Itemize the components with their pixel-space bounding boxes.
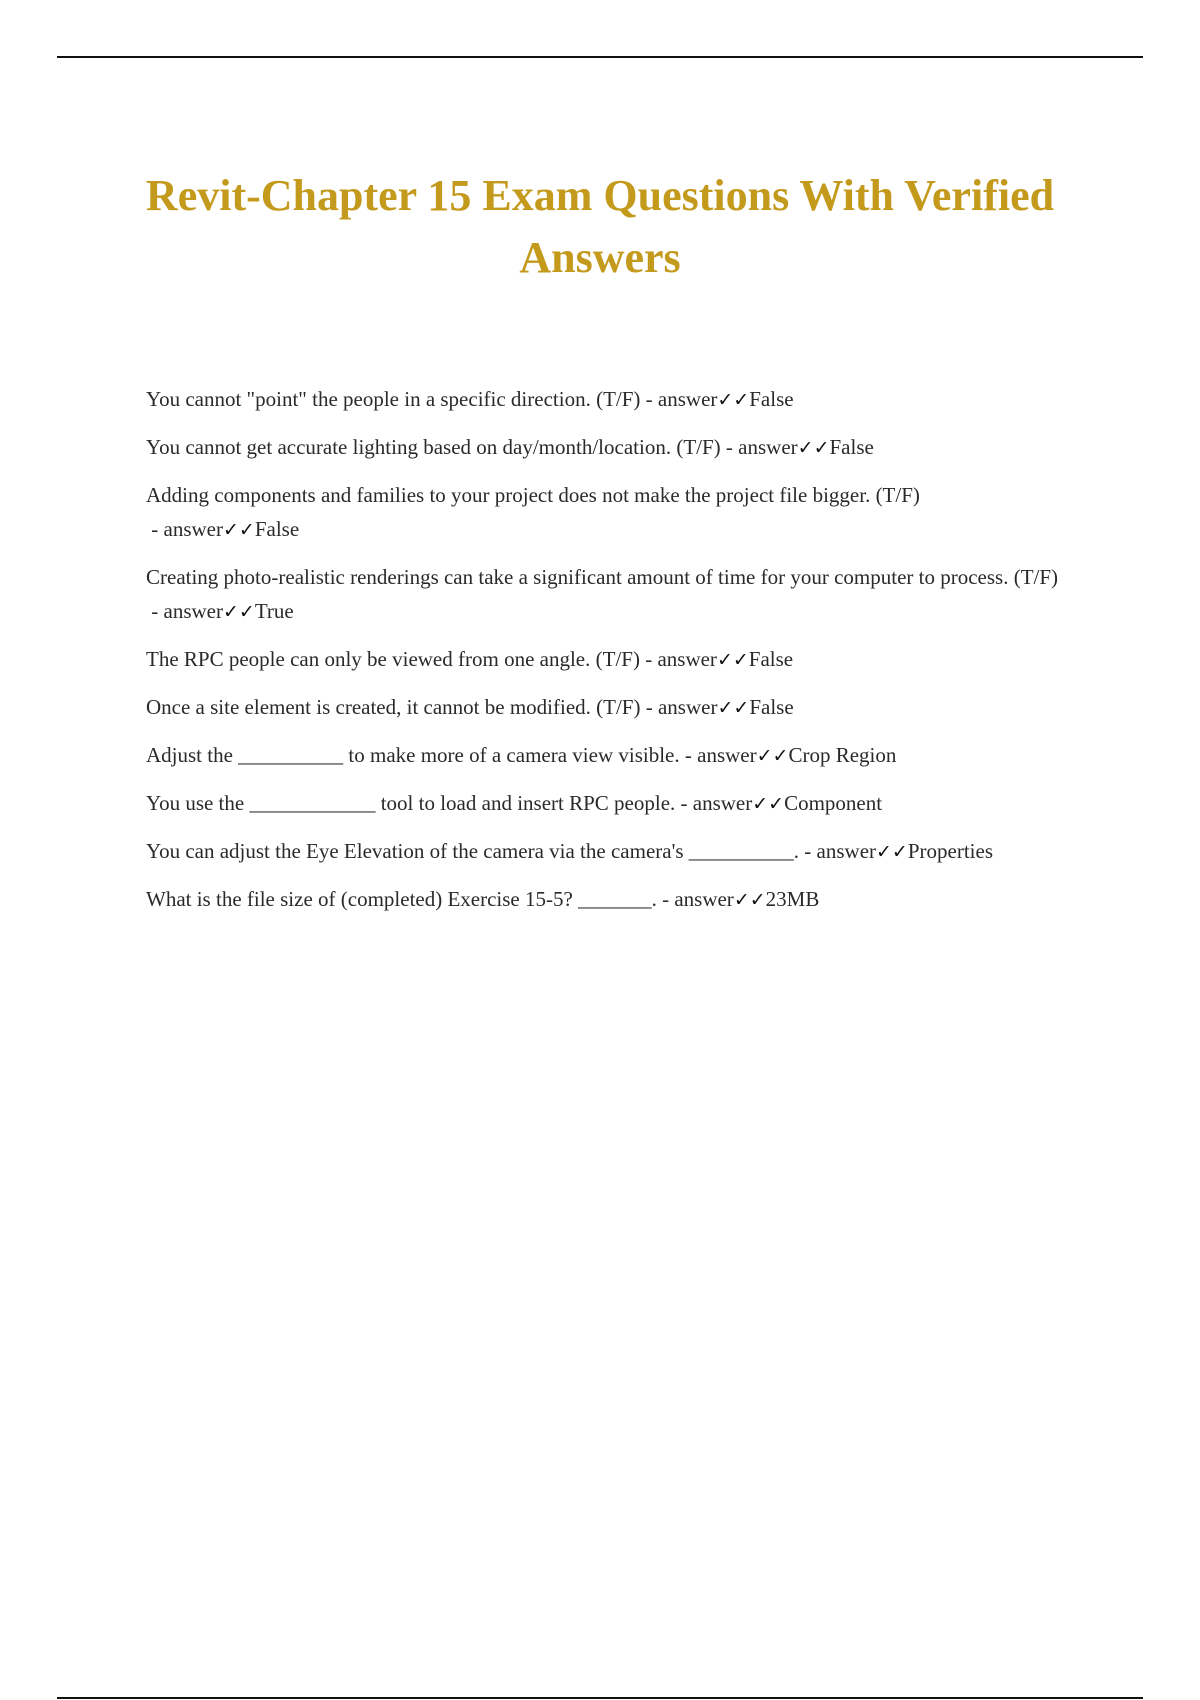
- question-text: You use the ____________ tool to load and insert RPC people.: [146, 791, 676, 815]
- check-icon: ✓✓: [717, 389, 750, 411]
- answer-prefix: answer: [674, 887, 734, 911]
- check-icon: ✓✓: [756, 745, 789, 767]
- question-text: Adding components and families to your project does not make the project file bigger. (T/F): [146, 483, 920, 507]
- separator: -: [656, 887, 675, 911]
- qa-list: [146, 382, 1066, 930]
- qa-item-6: [146, 690, 1066, 725]
- separator: -: [640, 695, 658, 719]
- question-text: You can adjust the Eye Elevation of the camera via the camera's __________.: [146, 839, 800, 863]
- qa-item-7: [146, 738, 1066, 773]
- question-text: You cannot get accurate lighting based on day/month/location. (T/F): [146, 435, 721, 459]
- answer-prefix: answer: [697, 743, 757, 767]
- document-title: Revit-Chapter 15 Exam Questions With Verified Answers: [145, 171, 1055, 282]
- question-text: What is the file size of (completed) Exercise 15-5? _______.: [146, 887, 657, 911]
- separator: -: [679, 743, 698, 767]
- answer-prefix: answer: [692, 791, 753, 815]
- qa-item-5: [146, 642, 1066, 677]
- question-text: Adjust the __________ to make more of a camera view visible.: [146, 743, 680, 767]
- separator: -: [675, 791, 693, 815]
- answer-prefix: answer: [816, 839, 877, 863]
- answer-text: Crop Region: [788, 743, 897, 767]
- question-text: Once a site element is created, it cannot be modified. (T/F): [146, 695, 641, 719]
- answer-text: 23MB: [765, 887, 820, 911]
- qa-item-9: [146, 834, 1066, 869]
- separator: -: [639, 647, 658, 671]
- answer-text: False: [829, 435, 874, 459]
- check-icon: ✓✓: [797, 437, 830, 459]
- separator: -: [720, 435, 739, 459]
- check-icon: ✓✓: [716, 649, 749, 671]
- answer-text: True: [254, 599, 294, 623]
- answer-prefix: answer: [657, 387, 718, 411]
- check-icon: ✓✓: [717, 697, 750, 719]
- answer-text: Properties: [907, 839, 994, 863]
- answer-text: False: [254, 517, 300, 541]
- answer-prefix: answer: [163, 599, 223, 623]
- answer-prefix: answer: [163, 517, 223, 541]
- qa-item-3: [146, 478, 1066, 547]
- answer-text: False: [749, 695, 794, 719]
- check-icon: ✓✓: [222, 601, 255, 623]
- answer-prefix: answer: [657, 647, 717, 671]
- answer-text: Component: [784, 791, 883, 815]
- answer-prefix: answer: [657, 695, 718, 719]
- separator: -: [799, 839, 817, 863]
- check-icon: ✓✓: [876, 841, 908, 863]
- question-text: Creating photo-realistic renderings can take a significant amount of time for your computer to process. (T/F): [146, 565, 1059, 589]
- separator: -: [146, 599, 164, 623]
- separator: -: [640, 387, 658, 411]
- answer-prefix: answer: [738, 435, 798, 459]
- question-text: The RPC people can only be viewed from one angle. (T/F): [146, 647, 640, 671]
- top-divider: [57, 56, 1143, 58]
- qa-item-10: [146, 882, 1066, 917]
- check-icon: ✓✓: [733, 889, 766, 911]
- qa-item-4: [146, 560, 1066, 629]
- answer-text: False: [748, 647, 794, 671]
- qa-item-8: [146, 786, 1066, 821]
- answer-text: False: [749, 387, 794, 411]
- bottom-divider: [57, 1697, 1143, 1699]
- qa-item-2: [146, 430, 1066, 465]
- check-icon: ✓✓: [222, 519, 255, 541]
- qa-item-1: [146, 382, 1066, 417]
- check-icon: ✓✓: [752, 793, 785, 815]
- separator: -: [146, 517, 164, 541]
- question-text: You cannot "point" the people in a specific direction. (T/F): [146, 387, 641, 411]
